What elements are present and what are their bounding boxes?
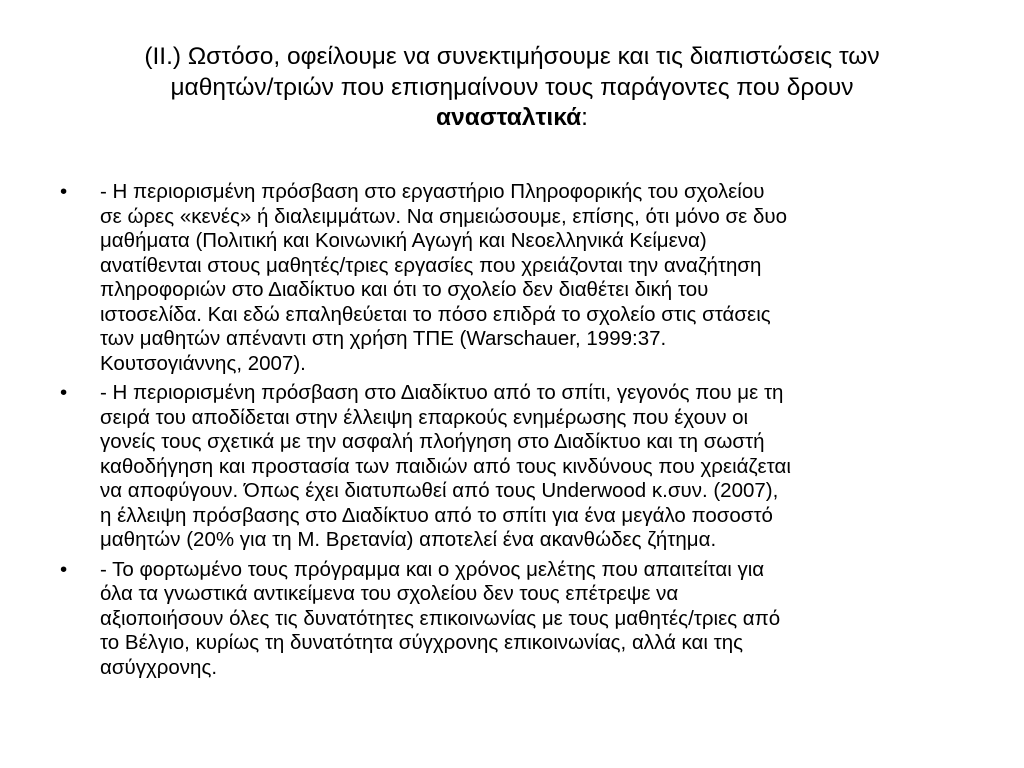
bullet-line: σειρά του αποδίδεται στην έλλειψη επαρκούς ενημέρωσης που έχουν οι xyxy=(100,405,749,429)
title-suffix: : xyxy=(581,104,588,131)
title-line-3 xyxy=(40,103,984,134)
bullet-line: - Το φορτωμένο τους πρόγραμμα και ο χρόνος μελέτης που απαιτείται για xyxy=(100,557,765,581)
bullet-line: Κουτσογιάννης, 2007). xyxy=(100,351,306,375)
bullet-line: των μαθητών απέναντι στη χρήση ΤΠΕ (Warschauer, 1999:37. xyxy=(100,327,667,350)
bullet-line: ασύγχρονης. xyxy=(100,655,218,679)
bullet-icon: • xyxy=(60,381,68,404)
title-line-1: (II.) Ωστόσο, οφείλουμε να συνεκτιμήσουμε και τις διαπιστώσεις των xyxy=(144,43,880,70)
bullet-text xyxy=(100,558,1024,681)
bullet-icon: • xyxy=(60,180,68,203)
bullet-list xyxy=(0,180,1024,685)
bullet-line: μαθητών (20% για τη Μ. Βρετανία) αποτελεί ένα ακανθώδες ζήτημα. xyxy=(100,528,717,551)
bullet-line: το Βέλγιο, κυρίως τη δυνατότητα σύγχρονης επικοινωνίας, αλλά και της xyxy=(100,631,744,654)
bullet-line: πληροφοριών στο Διαδίκτυο και ότι το σχολείο δεν διαθέτει δική του xyxy=(100,278,709,301)
bullet-line: γονείς τους σχετικά με την ασφαλή πλοήγηση στο Διαδίκτυο και τη σωστή xyxy=(100,430,765,453)
bullet-line: καθοδήγηση και προστασία των παιδιών από τους κινδύνους που χρειάζεται xyxy=(100,454,791,478)
bullet-line: αξιοποιήσουν όλες τις δυνατότητες επικοινωνίας με τους μαθητές/τριες από xyxy=(100,606,781,630)
list-item xyxy=(0,558,1024,681)
title-line-2: μαθητών/τριών που επισημαίνουν τους παράγοντες που δρουν xyxy=(170,73,854,101)
bullet-icon: • xyxy=(60,557,68,581)
bullet-line: ανατίθενται στους μαθητές/τριες εργασίες που χρειάζονται την αναζήτηση xyxy=(100,253,762,277)
bullet-line: να αποφύγουν. Όπως έχει διατυπωθεί από τους Underwood κ.συν. (2007), xyxy=(100,479,779,502)
list-item xyxy=(0,381,1024,553)
slide-title xyxy=(40,42,984,134)
bullet-line: - Η περιορισμένη πρόσβαση στο εργαστήριο Πληροφορικής του σχολείου xyxy=(100,180,765,203)
bullet-text xyxy=(100,180,1024,376)
list-item xyxy=(0,180,1024,376)
bullet-line: όλα τα γνωστικά αντικείμενα του σχολείου δεν τους επέτρεψε να xyxy=(100,582,679,605)
bullet-line: ιστοσελίδα. Και εδώ επαληθεύεται το πόσο επιδρά το σχολείο στις στάσεις xyxy=(100,302,771,326)
bullet-line: σε ώρες «κενές» ή διαλειμμάτων. Να σημειώσουμε, επίσης, ότι μόνο σε δυο xyxy=(100,204,788,228)
bullet-line: - Η περιορισμένη πρόσβαση στο Διαδίκτυο από το σπίτι, γεγονός που με τη xyxy=(100,381,784,404)
bullet-line: η έλλειψη πρόσβασης στο Διαδίκτυο από το σπίτι για ένα μεγάλο ποσοστό xyxy=(100,503,773,527)
bullet-line: μαθήματα (Πολιτική και Κοινωνική Αγωγή και Νεοελληνικά Κείμενα) xyxy=(100,229,707,252)
title-emphasis: ανασταλτικά xyxy=(436,104,582,131)
bullet-text xyxy=(100,381,1024,553)
